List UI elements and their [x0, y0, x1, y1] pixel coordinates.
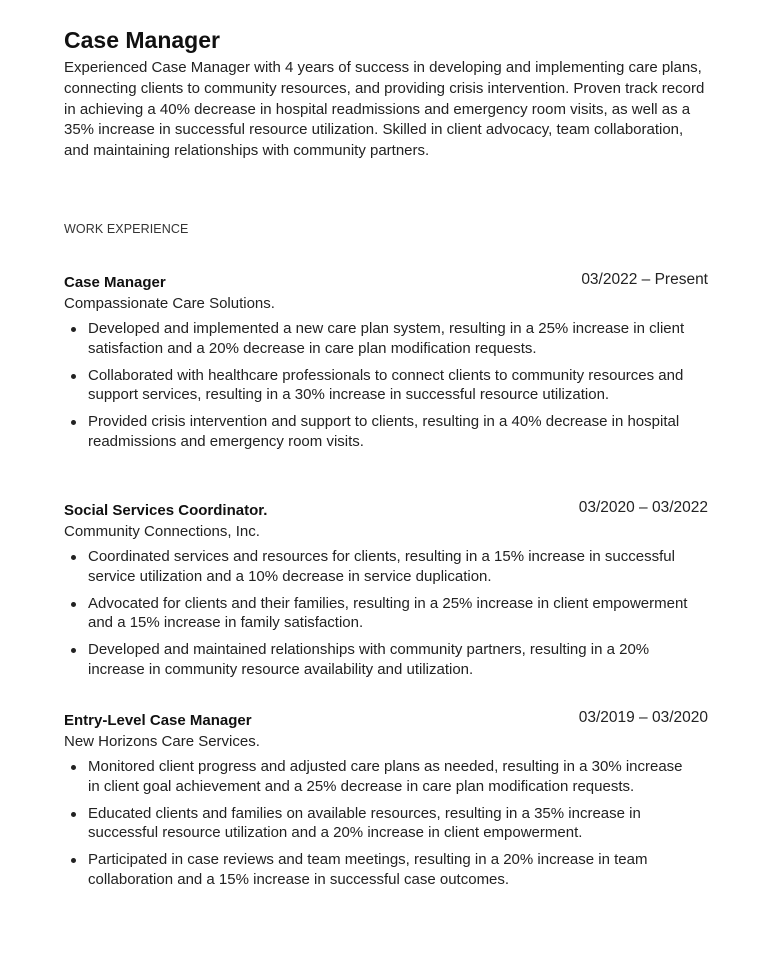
job-bullet: Developed and maintained relationships with community partners, resulting in a 20% increase in community resource availability and utilization.: [64, 640, 688, 679]
job-entry: [64, 709, 710, 897]
job-dates: 03/2019 – 03/2020: [578, 709, 708, 726]
job-header: [64, 709, 710, 731]
job-company: Compassionate Care Solutions.: [64, 295, 275, 312]
job-bullet: Coordinated services and resources for clients, resulting in a 15% increase in successful service utilization and a 10% decrease in service duplication.: [64, 547, 688, 586]
job-bullet: Developed and implemented a new care plan system, resulting in a 25% increase in client satisfaction and a 20% decrease in care plan modification requests.: [64, 319, 688, 358]
job-bullet: Monitored client progress and adjusted care plans as needed, resulting in a 30% increase in client goal achievement and a 25% decrease in care plan modification requests.: [64, 757, 688, 796]
job-entry: [64, 271, 710, 459]
job-bullet: Advocated for clients and their families, resulting in a 25% increase in client empowerment and a 15% increase in family satisfaction.: [64, 594, 688, 633]
job-company: Community Connections, Inc.: [64, 523, 260, 540]
job-bullet: Educated clients and families on available resources, resulting in a 35% increase in successful resource utilization and a 20% increase in client empowerment.: [64, 804, 688, 843]
resume-name: Case Manager: [64, 27, 220, 53]
job-dates: 03/2022 – Present: [581, 271, 708, 288]
job-entry: [64, 499, 710, 687]
job-bullet: Participated in case reviews and team meetings, resulting in a 20% increase in team collaboration and a 15% increase in successful case outcomes.: [64, 850, 688, 889]
job-title: Case Manager: [64, 274, 166, 291]
resume-summary: Experienced Case Manager with 4 years of success in developing and implementing care plans, connecting clients to community resources, and providing crisis intervention. Proven track record in achieving a 40% decrease in hospital readmissions and emergency room visits, as well as a 35% increase in successful resource utilization. Skilled in client advocacy, team collaboration, and maintaining relationships with community partners.: [64, 59, 705, 160]
job-bullet-list: [64, 547, 710, 679]
job-company: New Horizons Care Services.: [64, 733, 260, 750]
job-bullet: Provided crisis intervention and support to clients, resulting in a 40% decrease in hospital readmissions and emergency room visits.: [64, 412, 688, 451]
job-dates: 03/2020 – 03/2022: [578, 499, 708, 516]
job-title: Social Services Coordinator.: [64, 502, 268, 519]
job-header: [64, 499, 710, 521]
job-header: [64, 271, 710, 293]
section-heading-work-experience: WORK EXPERIENCE: [64, 222, 189, 236]
job-bullet: Collaborated with healthcare professionals to connect clients to community resources and support services, resulting in a 30% increase in successful resource utilization.: [64, 366, 688, 405]
resume-page: [64, 26, 710, 888]
job-bullet-list: [64, 757, 710, 889]
job-bullet-list: [64, 319, 710, 451]
job-title: Entry-Level Case Manager: [64, 712, 252, 729]
